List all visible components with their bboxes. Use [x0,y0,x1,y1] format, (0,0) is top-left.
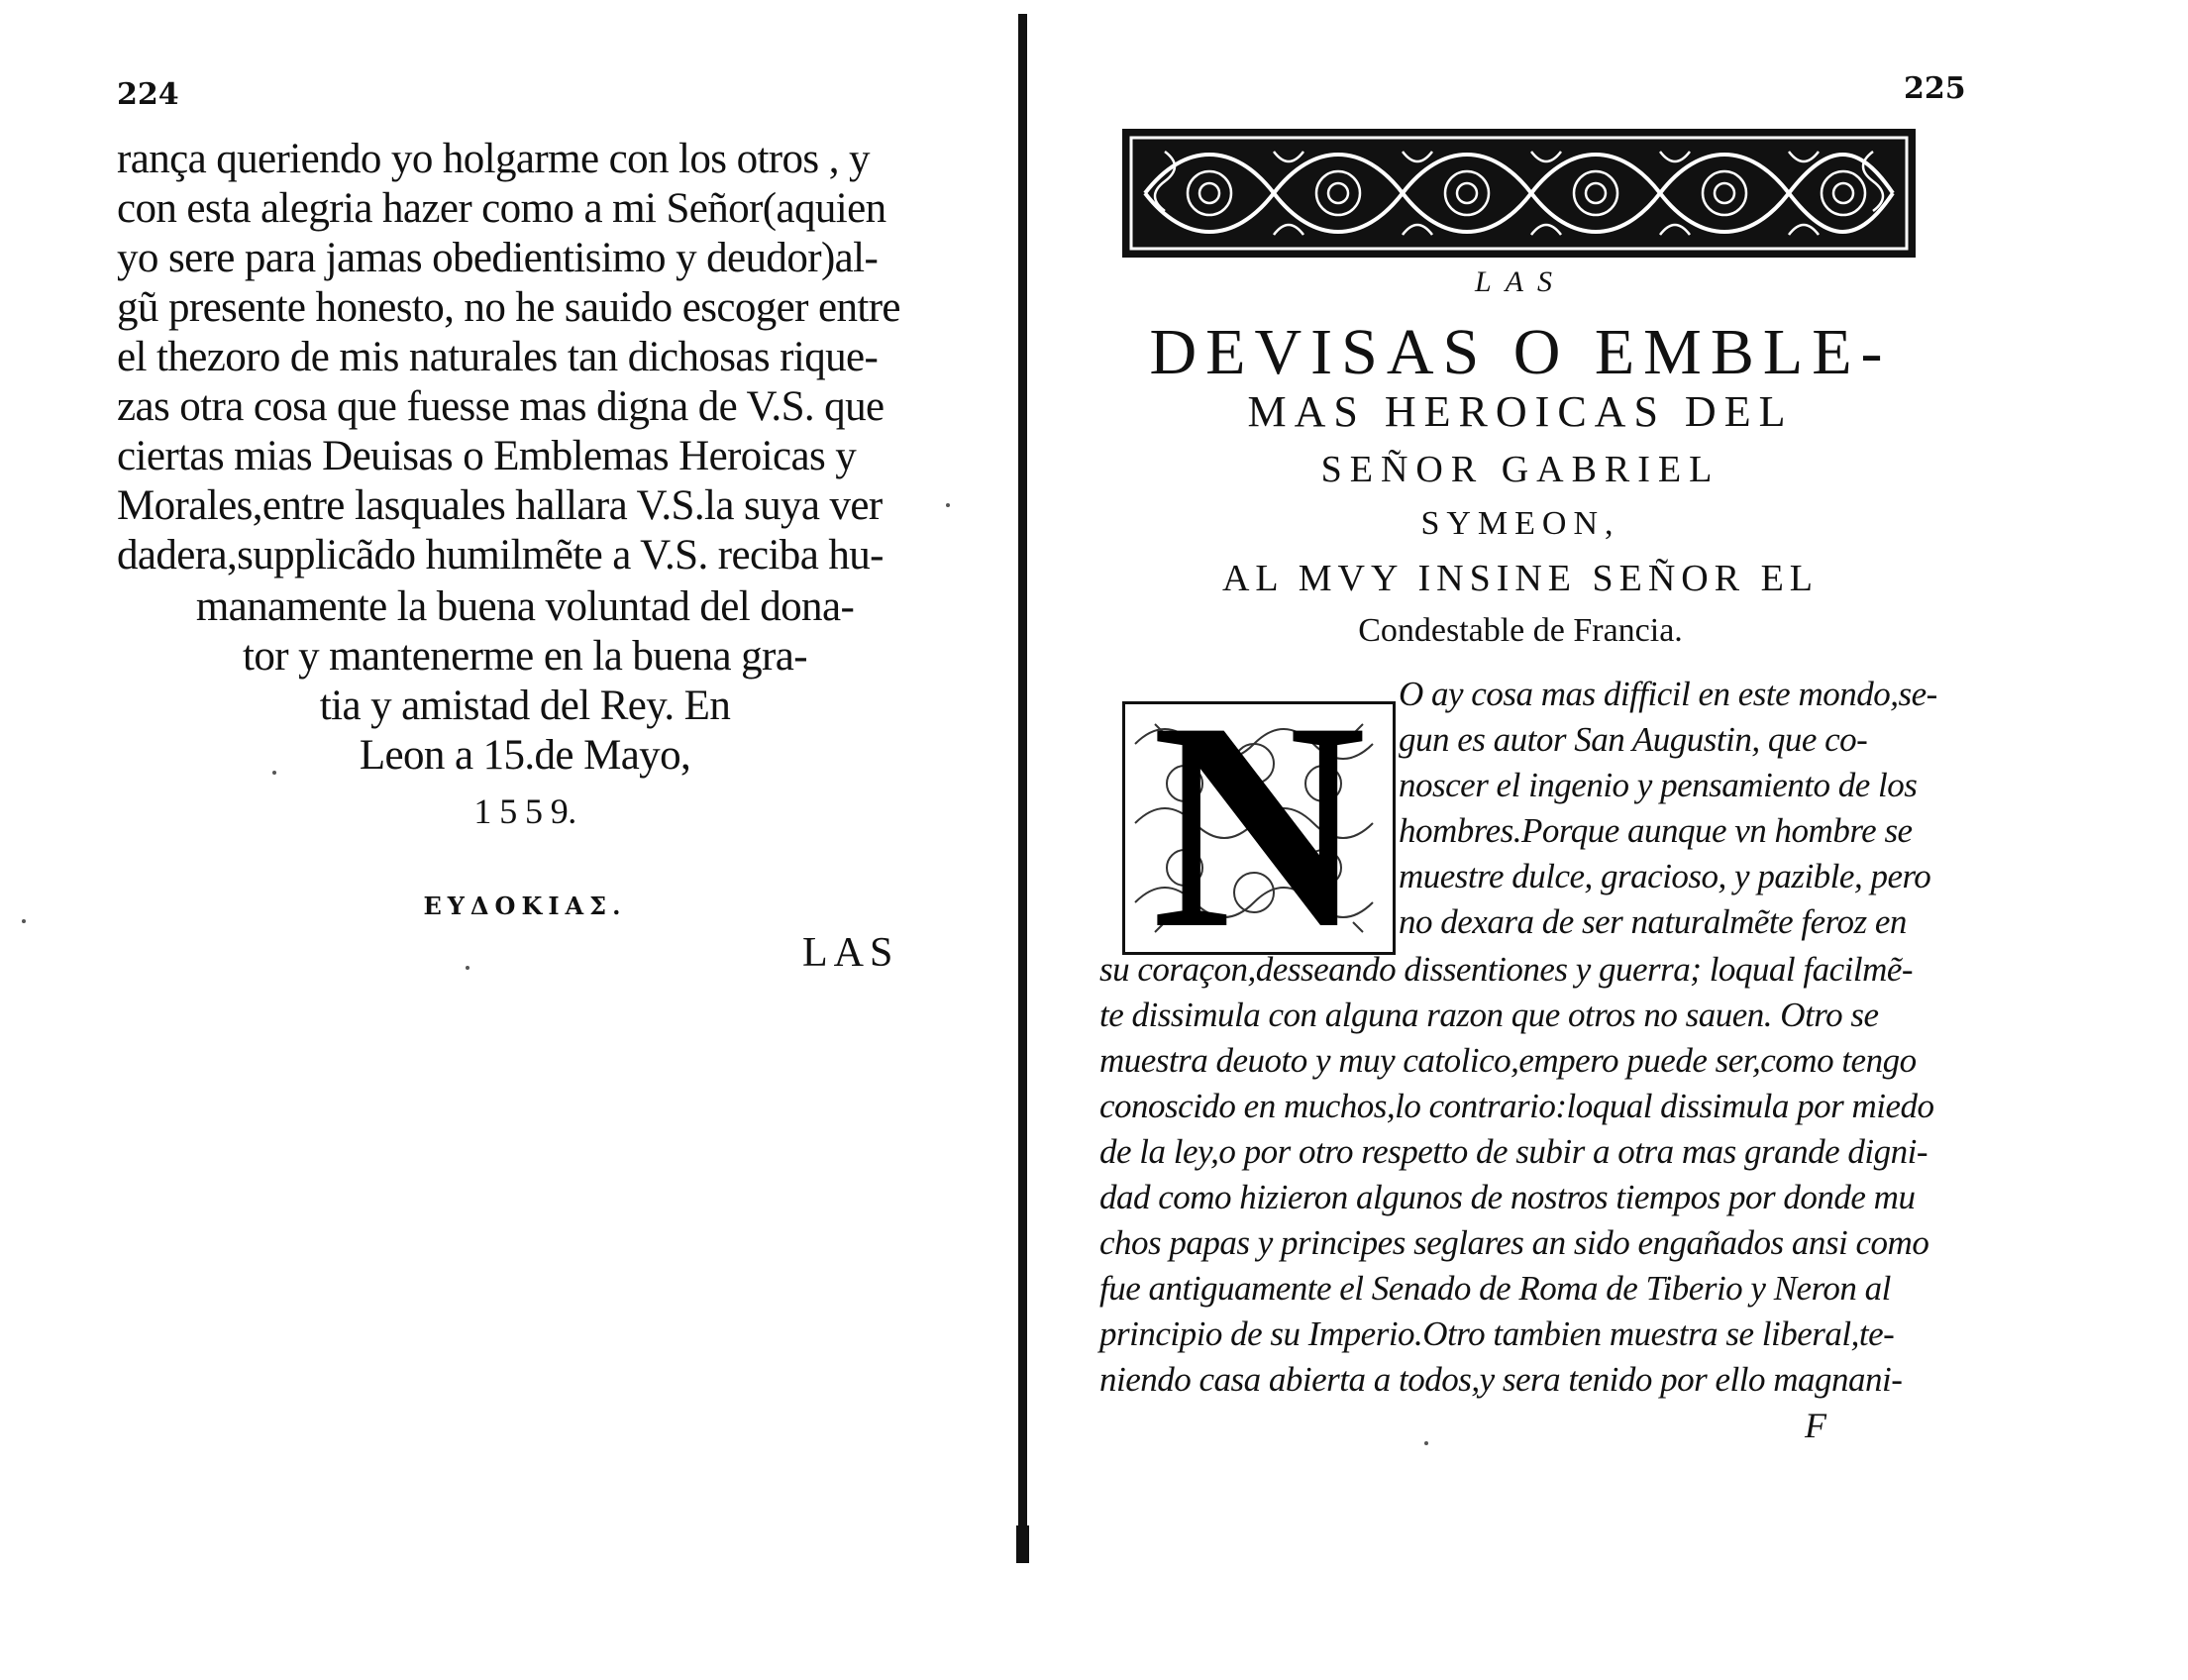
left-page-centered-line: Leon a 15.de Mayo, [359,732,691,779]
left-page-line: el thezoro de mis naturales tan dichosas rique- [117,334,879,380]
right-page-initial-line: muestre dulce, gracioso, y pazible, pero [1399,857,1931,895]
left-page-line: ciertas mias Deuisas o Emblemas Heroicas y [117,433,857,479]
right-page-number: 225 [1904,71,1966,106]
scan-speck [22,919,26,923]
right-page-title-line-5: AL MVY INSINE SEÑOR EL [1221,558,1820,599]
left-page-line: zas otra cosa que fuesse mas digna de V.S. que [117,383,885,430]
scan-speck [272,771,276,775]
right-page-title-line-1: DEVISAS O EMBLE- [1149,316,1892,388]
right-page-initial-line: gun es autor San Augustin, que co- [1399,720,1868,759]
left-page-line: Morales,entre lasquales hallara V.S.la suya ver [117,482,883,529]
right-page-initial-line: noscer el ingenio y pensamiento de los [1399,766,1918,804]
book-spine-foot [1016,1525,1029,1563]
right-page-body-line: principio de su Imperio.Otro tambien muestra se liberal,te- [1099,1314,1895,1353]
right-page-body-line: chos papas y principes seglares an sido engañados ansi como [1099,1223,1929,1262]
scan-speck [946,503,950,507]
right-page-body-line: muestra deuoto y muy catolico,empero puede ser,como tengo [1099,1041,1917,1080]
left-page-line: yo sere para jamas obedientisimo y deudor)al- [117,235,879,281]
left-page-catchword: LAS [802,930,899,976]
scan-speck [1424,1441,1428,1445]
scan-speck [466,966,469,970]
initial-letter: N [1151,701,1367,955]
right-page-signature: F [1805,1406,1826,1445]
left-page-centered-line: tor y mantenerme en la buena gra- [243,633,807,680]
right-page-body-line: te dissimula con alguna razon que otros no sauen. Otro se [1099,996,1879,1034]
left-page-line: rança queriendo yo holgarme con los otros , y [117,136,870,182]
right-page-body-line: fue antiguamente el Senado de Roma de Tiberio y Neron al [1099,1269,1891,1308]
left-page-date-year: 1 5 5 9. [473,791,576,831]
right-page-body-line: dad como hizieron algunos de nostros tiempos por donde mu [1099,1178,1916,1216]
right-page-body-line: su coraçon,desseando dissentiones y guerra; loqual facilmẽ- [1099,950,1914,989]
left-page-centered-line: tia y amistad del Rey. En [319,682,731,729]
left-page-line: dadera,supplicãdo humilmẽte a V.S. reciba hu- [117,532,884,578]
right-page-initial-line: hombres.Porque aunque vn hombre se [1399,811,1913,850]
right-page-title-line-3: SEÑOR GABRIEL [1320,449,1720,490]
left-page-line: gũ presente honesto, no he sauido escoger entre [117,284,900,331]
right-page-title-line-6: Condestable de Francia. [1358,612,1683,649]
right-page-initial-line: O ay cosa mas difficil en este mondo,se- [1399,675,1937,713]
left-page-line: con esta alegria hazer como a mi Señor(aquien [117,185,886,232]
ornamental-headpiece [1122,129,1916,258]
right-page-title-line-4: SYMEON, [1420,505,1620,542]
right-page-body-line: de la ley,o por otro respetto de subir a otra mas grande digni- [1099,1132,1928,1171]
book-spine [1018,14,1027,1561]
right-page-initial-line: no dexara de ser naturalmẽte feroz en [1399,902,1907,941]
left-page-signature: ΕΥΔΟΚΙΑΣ. [423,892,627,920]
left-page-number: 224 [117,77,179,112]
right-page-body-line: niendo casa abierta a todos,y sera tenido por ello magnani- [1099,1360,1903,1399]
right-page-title-line-2: MAS HEROICAS DEL [1247,387,1794,436]
headpiece-ornament-icon [1125,132,1913,255]
decorated-initial [1122,701,1396,955]
right-page-body-line: conoscido en muchos,lo contrario:loqual dissimula por miedo [1099,1087,1934,1125]
left-page-centered-line: manamente la buena voluntad del dona- [195,583,855,630]
right-page-kicker: LAS [1474,265,1566,298]
